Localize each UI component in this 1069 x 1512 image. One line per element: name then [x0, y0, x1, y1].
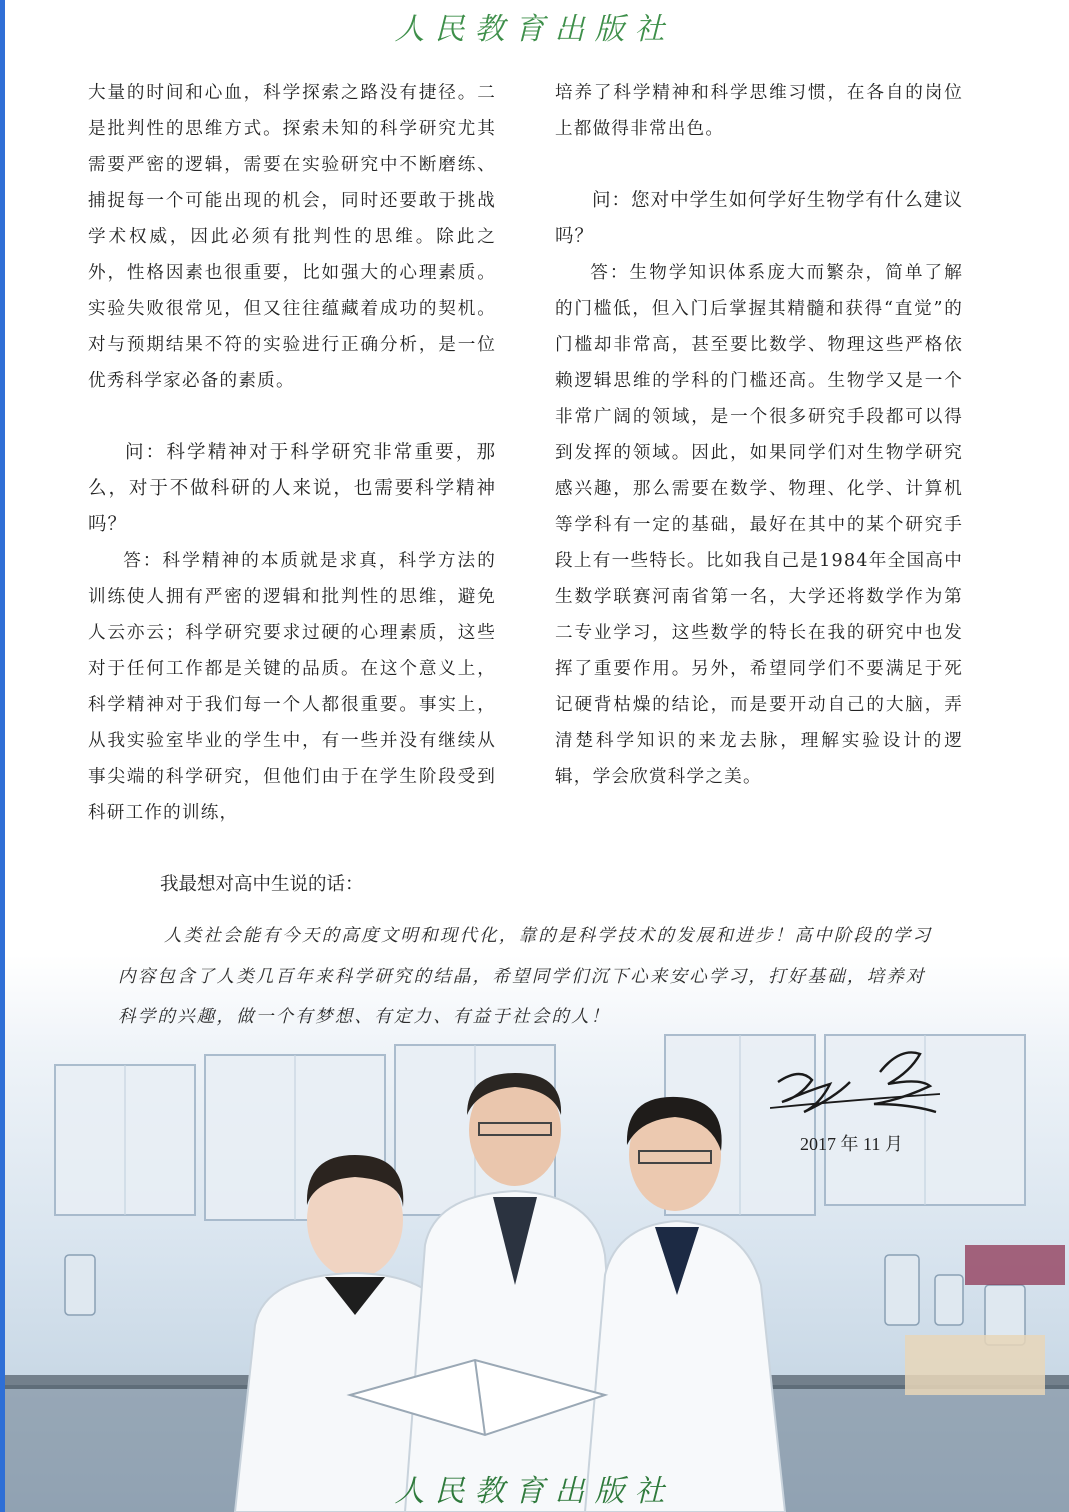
answer-label: 答：	[590, 263, 630, 283]
left-paragraph: 大量的时间和心血，科学探索之路没有捷径。二是批判性的思维方式。探索未知的科学研究尤其需要严密的逻辑，需要在实验研究中不断磨练、捕捉每一个可能出现的机会，同时还要敢于挑战学术权威，因此必须有批判性的思维。除此之外，性格因素也很重要，比如强大的心理素质。实验失败很常见，但又往往蕴藏着成功的契机。对与预期结果不符的实验进行正确分析，是一位优秀科学家必备的素质。	[88, 83, 496, 391]
left-column	[88, 75, 496, 831]
answer-text: 生物学知识体系庞大而繁杂，简单了解的门槛低，但入门后掌握其精髓和获得“直觉”的门槛却非常高，甚至要比数学、物理这些严格依赖逻辑思维的学科的门槛还高。生物学又是一个非常广阔的领域，是一个很多研究手段都可以得到发挥的领域。因此，如果同学们对生物学研究感兴趣，那么需要在数学、物理、化学、计算机等学科有一定的基础，最好在其中的某个研究手段上有一些特长。比如我自己是1984年全国高中生数学联赛河南省第一名，大学还将数学作为第二专业学习，这些数学的特长在我的研究中也发挥了重要作用。另外，希望同学们不要满足于死记硬背枯燥的结论，而是要开动自己的大脑，弄清楚科学知识的来龙去脉，理解实验设计的逻辑，学会欣赏科学之美。	[555, 263, 963, 787]
right-column	[555, 75, 963, 795]
message-body: 人类社会能有今天的高度文明和现代化，靠的是科学技术的发展和进步！高中阶段的学习内容包含了人类几百年来科学研究的结晶，希望同学们沉下心来安心学习，打好基础，培养对科学的兴趣，做一个有梦想、有定力、有益于社会的人！	[118, 926, 933, 1027]
question-biology-advice: 问：您对中学生如何学好生物学有什么建议吗？	[555, 190, 963, 247]
publisher-logo-top: 人民教育出版社	[394, 12, 675, 47]
publisher-logo-bottom: 人民教育出版社	[394, 1474, 675, 1509]
lab-photo	[5, 955, 1069, 1512]
answer-text: 科学精神的本质就是求真，科学方法的训练使人拥有严密的逻辑和批判性的思维，避免人云亦云；科学研究要求过硬的心理素质，这些对于任何工作都是关键的品质。在这个意义上，科学精神对于我们每一个人都很重要。事实上，从我实验室毕业的学生中，有一些并没有继续从事尖端的科学研究，但他们由于在学生阶段受到科研工作的训练，	[88, 551, 496, 823]
spacer	[88, 399, 496, 435]
right-paragraph: 培养了科学精神和科学思维习惯，在各自的岗位上都做得非常出色。	[555, 83, 963, 139]
answer-label: 答：	[123, 551, 163, 571]
handwritten-signature	[770, 1042, 940, 1127]
answer-biology-advice	[555, 255, 963, 795]
answer-science-spirit	[88, 543, 496, 831]
message-title: 我最想对高中生说的话：	[160, 874, 364, 895]
signature-image	[770, 1042, 940, 1131]
question-science-spirit: 问：科学精神对于科学研究非常重要，那么，对于不做科研的人来说，也需要科学精神吗？	[88, 442, 496, 535]
lab-scene	[5, 955, 1069, 1512]
spacer	[555, 147, 963, 183]
signature-date: 2017 年 11 月	[800, 1134, 903, 1154]
